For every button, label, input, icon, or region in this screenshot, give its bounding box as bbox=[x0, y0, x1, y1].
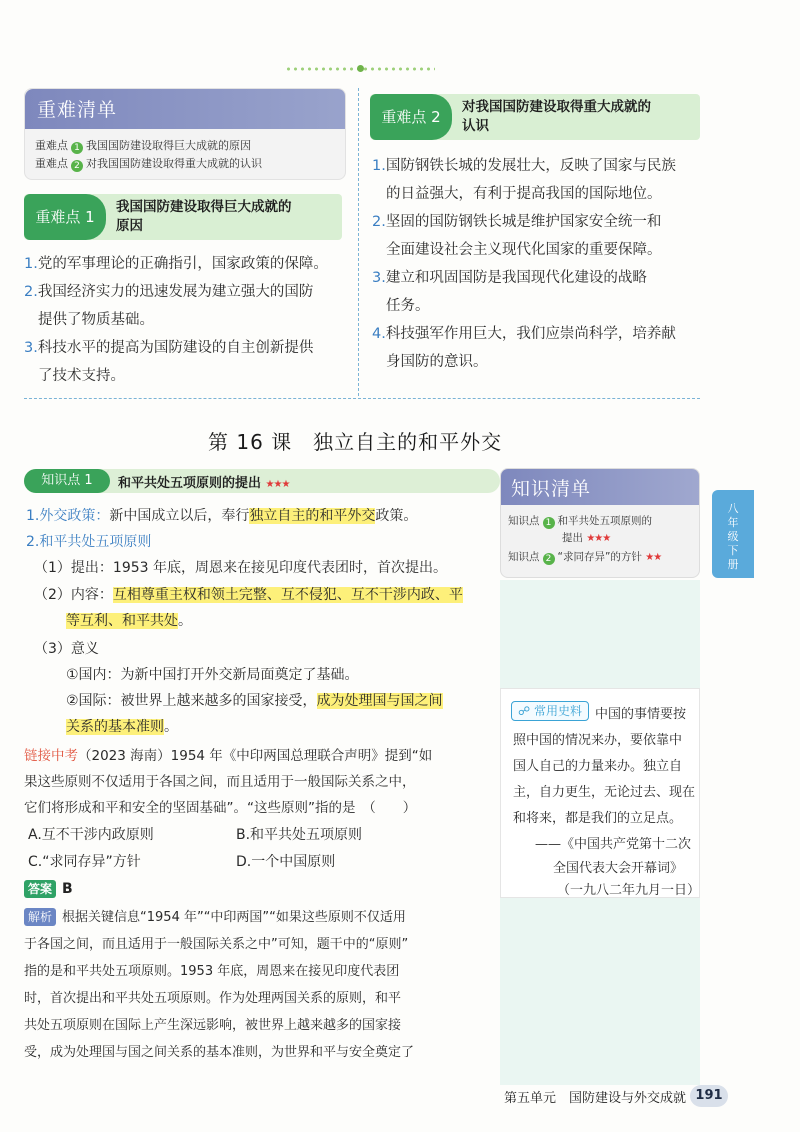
analysis-line: 时，首次提出和平共处五项原则。作为处理两国关系的原则，和平 bbox=[24, 991, 402, 1006]
star-icon: ★★★ bbox=[265, 479, 290, 490]
knowledge-item: 知识点 1 和平共处五项原则的 bbox=[508, 515, 652, 528]
key-difficulty-item: 重难点 2 对我国国防建设取得重大成就的认识 bbox=[35, 157, 262, 171]
knowledge-list bbox=[500, 468, 700, 578]
source-citation: ——《中国共产党第十二次 bbox=[535, 837, 692, 852]
key-difficulty-tab bbox=[25, 89, 346, 129]
source-text: 和将来，都是我们的立足点。 bbox=[513, 811, 683, 826]
point2-title: 对我国国防建设取得重大成就的 认识 bbox=[462, 99, 651, 134]
star-icon: ★★★ bbox=[586, 533, 611, 544]
analysis-tag: 解析 bbox=[24, 908, 56, 926]
content-line: （3）意义 bbox=[34, 641, 99, 657]
page-number: 191 bbox=[690, 1085, 728, 1107]
source-date: （一九八二年九月一日） bbox=[557, 883, 701, 898]
kp1-title: 和平共处五项原则的提出 ★★★ bbox=[118, 476, 290, 491]
section-divider bbox=[24, 398, 700, 399]
footer-unit: 第五单元 国防建设与外交成就 bbox=[504, 1091, 687, 1106]
source-text: 国人自己的力量来办。独立自 bbox=[513, 759, 683, 774]
option-a: A.互不干涉内政原则 bbox=[28, 827, 154, 843]
point2-label: 重难点 2 bbox=[370, 94, 452, 140]
kp1-header bbox=[24, 469, 500, 493]
point1-title: 我国国防建设取得巨大成就的 原因 bbox=[116, 199, 292, 234]
exam-link-tag: 链接中考 bbox=[24, 748, 78, 764]
key-difficulty-item: 重难点 1 我国国防建设取得巨大成就的原因 bbox=[35, 139, 251, 153]
point2-body: 1.国防钢铁长城的发展壮大，反映了国家与民族 的日益强大，有利于提高我国的国际地位。 2.坚固的国防钢铁长城是维护国家安全统一和 全面建设社会主义现代化国家的重要保障。 3.建立和巩固国防是我国现代化建设的战略 任务。 4.科技强军作用巨大，我们应崇尚科学，培养献 身国防的意识。 bbox=[372, 158, 676, 370]
analysis-line: 于各国之间，而且适用于一般国际关系之中”可知，题干中的“原则” bbox=[24, 937, 409, 952]
content-line: 关系的基本准则。 bbox=[66, 719, 178, 735]
link-icon: ☍ bbox=[518, 704, 531, 718]
content-line: 等互利、和平共处。 bbox=[66, 613, 192, 629]
content-line: ②国际：被世界上越来越多的国家接受，成为处理国与国之间 bbox=[66, 693, 443, 709]
point2-header bbox=[370, 94, 700, 140]
knowledge-item-cont: 提出 ★★★ bbox=[562, 532, 611, 544]
grade-side-tab: 八年级下册 bbox=[712, 490, 754, 578]
option-c: C.“求同存异”方针 bbox=[28, 854, 141, 870]
star-icon: ★★ bbox=[645, 552, 662, 563]
content-line: （2）内容：互相尊重主权和领土完整、互不侵犯、互不干涉内政、平 bbox=[34, 587, 463, 603]
option-b: B.和平共处五项原则 bbox=[236, 827, 363, 843]
source-text: 主，自力更生，无论过去、现在 bbox=[513, 785, 696, 800]
answer: 答案 B bbox=[24, 880, 73, 898]
exam-question: 果这些原则不仅适用于各国之间，而且适用于一般国际关系之中， bbox=[24, 774, 416, 790]
point1-header bbox=[24, 194, 342, 240]
knowledge-list-tab bbox=[501, 469, 700, 505]
kp1-label: 知识点 1 bbox=[24, 469, 110, 493]
analysis-line: 受，成为处理国与国之间关系的基本准则，为世界和平与安全奠定了 bbox=[24, 1045, 415, 1060]
analysis-line: 共处五项原则在国际上产生深远影响，被世界上越来越多的国家接 bbox=[24, 1018, 402, 1033]
content-heading: 2.和平共处五项原则 bbox=[26, 534, 152, 550]
option-d: D.一个中国原则 bbox=[236, 854, 336, 870]
answer-tag: 答案 bbox=[24, 880, 56, 898]
content-line: ①国内：为新中国打开外交新局面奠定了基础。 bbox=[66, 667, 359, 683]
analysis-line: 指的是和平共处五项原则。1953 年底，周恩来在接见印度代表团 bbox=[24, 964, 400, 979]
historical-source-box bbox=[500, 688, 700, 898]
lesson-title: 第 16 课 独立自主的和平外交 bbox=[208, 430, 503, 454]
point1-label: 重难点 1 bbox=[24, 194, 106, 240]
key-difficulty-list bbox=[24, 88, 346, 180]
source-text: 照中国的情况来办，要依靠中 bbox=[513, 733, 683, 748]
source-text: 中国的事情要按 bbox=[595, 707, 687, 722]
content-line: （1）提出：1953 年底，周恩来在接见印度代表团时，首次提出。 bbox=[34, 560, 447, 576]
analysis-line: 解析 根据关键信息“1954 年”“中印两国”“如果这些原则不仅适用 bbox=[24, 906, 406, 926]
exam-question: 它们将形成和平和安全的坚固基础”。“这些原则”指的是 （ ） bbox=[24, 800, 417, 816]
exam-question: 链接中考（2023 海南）1954 年《中印两国总理联合声明》提到“如 bbox=[24, 748, 433, 764]
point1-body: 1.党的军事理论的正确指引，国家政策的保障。 2.我国经济实力的迅速发展为建立强大的国防 提供了物质基础。 3.科技水平的提高为国防建设的自主创新提供 了技术支持。 bbox=[24, 256, 328, 384]
knowledge-list-title: 知识清单 bbox=[511, 478, 592, 500]
key-difficulty-title: 重难清单 bbox=[37, 99, 118, 121]
content-line: 1.外交政策：新中国成立以后，奉行独立自主的和平外交政策。 bbox=[26, 508, 418, 524]
historical-source-tag: ☍ 常用史料 bbox=[511, 701, 589, 721]
column-divider bbox=[358, 88, 359, 396]
knowledge-item: 知识点 2 “求同存异”的方针 ★★ bbox=[508, 551, 662, 564]
top-decoration bbox=[285, 66, 435, 72]
source-citation: 全国代表大会开幕词》 bbox=[553, 861, 684, 876]
